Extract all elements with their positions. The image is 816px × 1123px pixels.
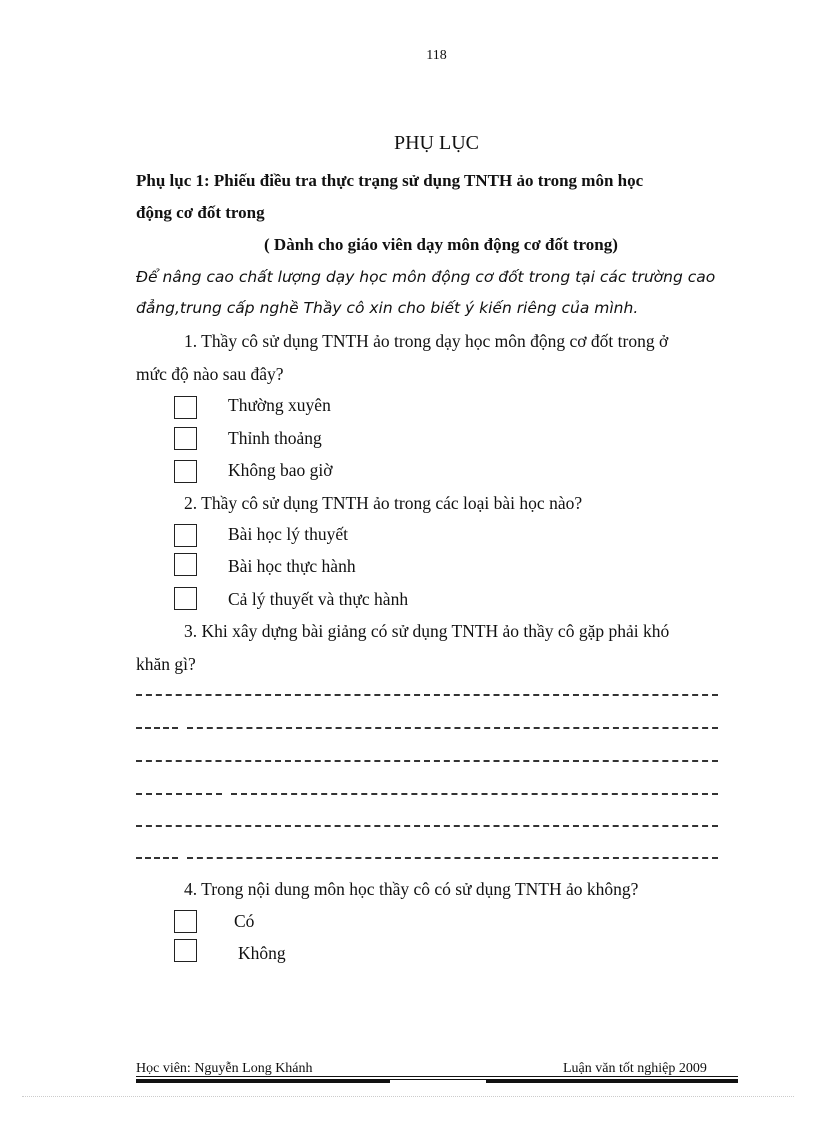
option-label: Không bao giờ xyxy=(228,460,333,480)
answer-line[interactable] xyxy=(136,825,718,827)
intro-line1: Để nâng cao chất lượng dạy học môn động cơ đốt trong tại các trường cao xyxy=(136,268,716,286)
intro-line2: đẳng,trung cấp nghề Thầy cô xin cho biết ý kiến riêng của mình. xyxy=(136,299,639,317)
question-3-line1: 3. Khi xây dựng bài giảng có sử dụng TNTH ảo thầy cô gặp phải khó xyxy=(184,621,670,641)
answer-line[interactable] xyxy=(136,857,718,859)
appendix-heading-line2: động cơ đốt trong xyxy=(136,203,265,222)
footer-rule-thin xyxy=(390,1079,486,1080)
checkbox-ca-ly-thuyet-va-thuc-hanh[interactable] xyxy=(174,587,197,610)
answer-line[interactable] xyxy=(136,793,718,795)
footer-author: Học viên: Nguyễn Long Khánh xyxy=(136,1061,313,1076)
appendix-heading-line1: Phụ lục 1: Phiếu điều tra thực trạng sử dụng TNTH ảo trong môn học xyxy=(136,171,644,190)
audience-note: ( Dành cho giáo viên dạy môn động cơ đốt trong) xyxy=(264,235,618,254)
footer-rule-thin xyxy=(136,1076,738,1077)
option-label: Có xyxy=(234,911,255,931)
checkbox-khong-bao-gio[interactable] xyxy=(174,460,197,483)
footer-rule-thick xyxy=(136,1079,390,1083)
question-4: 4. Trong nội dung môn học thầy cô có sử dụng TNTH ảo không? xyxy=(184,879,639,899)
checkbox-bai-hoc-ly-thuyet[interactable] xyxy=(174,524,197,547)
question-1-line1: 1. Thầy cô sử dụng TNTH ảo trong dạy học môn động cơ đốt trong ở xyxy=(184,331,669,351)
option-label: Bài học lý thuyết xyxy=(228,524,349,544)
footer-rule-thick xyxy=(486,1079,738,1083)
page-edge-divider xyxy=(22,1096,794,1097)
option-label: Thỉnh thoảng xyxy=(228,428,322,448)
checkbox-bai-hoc-thuc-hanh[interactable] xyxy=(174,553,197,576)
page-number: 118 xyxy=(426,48,447,63)
option-label: Cả lý thuyết và thực hành xyxy=(228,589,409,609)
answer-line[interactable] xyxy=(136,727,718,729)
answer-line[interactable] xyxy=(136,694,718,696)
footer-thesis: Luận văn tốt nghiệp 2009 xyxy=(563,1061,707,1076)
checkbox-thuong-xuyen[interactable] xyxy=(174,396,197,419)
answer-line[interactable] xyxy=(136,760,718,762)
checkbox-thinh-thoang[interactable] xyxy=(174,427,197,450)
checkbox-khong[interactable] xyxy=(174,939,197,962)
checkbox-co[interactable] xyxy=(174,910,197,933)
question-1-line2: mức độ nào sau đây? xyxy=(136,364,284,384)
option-label: Không xyxy=(238,943,286,963)
question-2: 2. Thầy cô sử dụng TNTH ảo trong các loại bài học nào? xyxy=(184,493,583,513)
page-title: PHỤ LỤC xyxy=(393,132,479,154)
question-3-line2: khăn gì? xyxy=(136,654,196,674)
option-label: Thường xuyên xyxy=(228,395,331,415)
option-label: Bài học thực hành xyxy=(228,556,356,576)
